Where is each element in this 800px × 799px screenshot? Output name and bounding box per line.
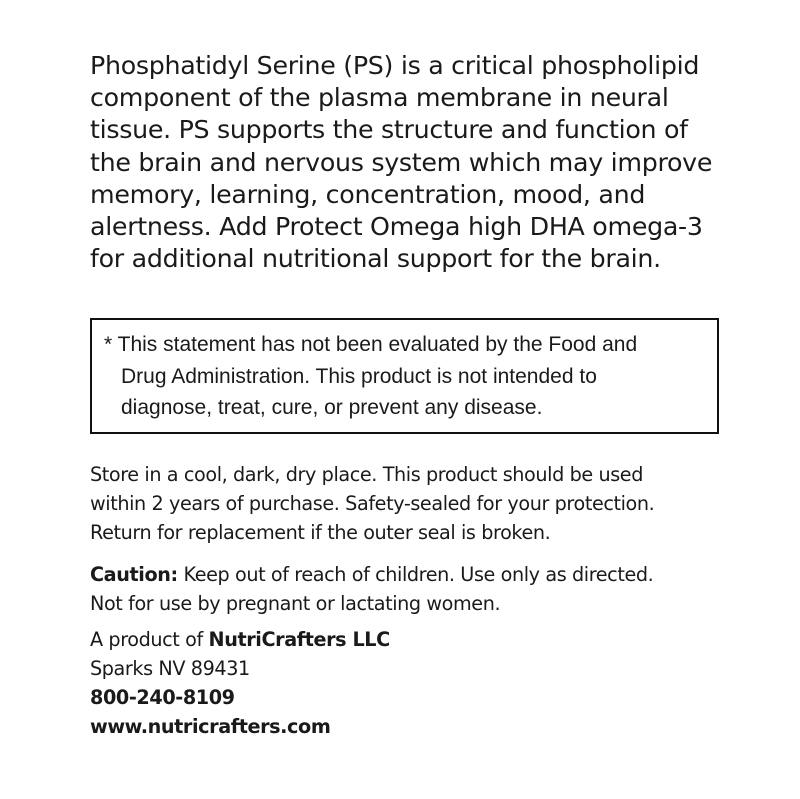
- caution-section: [90, 560, 780, 618]
- company-phone: 800-240-8109: [90, 686, 235, 709]
- caution-line: [90, 560, 780, 589]
- storage-line: within 2 years of purchase. Safety-sealed for your protection.: [90, 492, 655, 515]
- description-line: for additional nutritional support for the brain.: [90, 244, 661, 274]
- description-line: memory, learning, concentration, mood, and: [90, 179, 646, 209]
- manufacturer-line: [90, 625, 780, 654]
- company-website: www.nutricrafters.com: [90, 715, 331, 738]
- fda-disclaimer-box: [90, 318, 719, 434]
- caution-line: Not for use by pregnant or lactating women.: [90, 592, 501, 615]
- description-line: component of the plasma membrane in neural: [90, 83, 669, 113]
- company-name: NutriCrafters LLC: [208, 628, 390, 651]
- manufacturer-prefix: A product of: [90, 628, 209, 651]
- description-line: Phosphatidyl Serine (PS) is a critical phospholipid: [90, 51, 700, 80]
- description-line: tissue. PS supports the structure and function of: [90, 115, 688, 145]
- storage-instructions: [90, 460, 780, 547]
- caution-label: Caution:: [90, 563, 178, 586]
- storage-line: Return for replacement if the outer seal is broken.: [90, 521, 551, 544]
- description-line: alertness. Add Protect Omega high DHA omega-3: [90, 212, 703, 242]
- caution-text: Keep out of reach of children. Use only as directed.: [177, 563, 654, 586]
- product-description: [90, 50, 770, 275]
- manufacturer-info: [90, 625, 780, 741]
- disclaimer-line: diagnose, treat, cure, or prevent any disease.: [121, 396, 543, 419]
- storage-line: Store in a cool, dark, dry place. This product should be used: [90, 463, 643, 486]
- disclaimer-line: Drug Administration. This product is not intended to: [121, 364, 597, 388]
- description-line: the brain and nervous system which may improve: [90, 147, 713, 177]
- company-address: Sparks NV 89431: [90, 657, 250, 680]
- disclaimer-line: * This statement has not been evaluated by the Food and: [104, 333, 638, 356]
